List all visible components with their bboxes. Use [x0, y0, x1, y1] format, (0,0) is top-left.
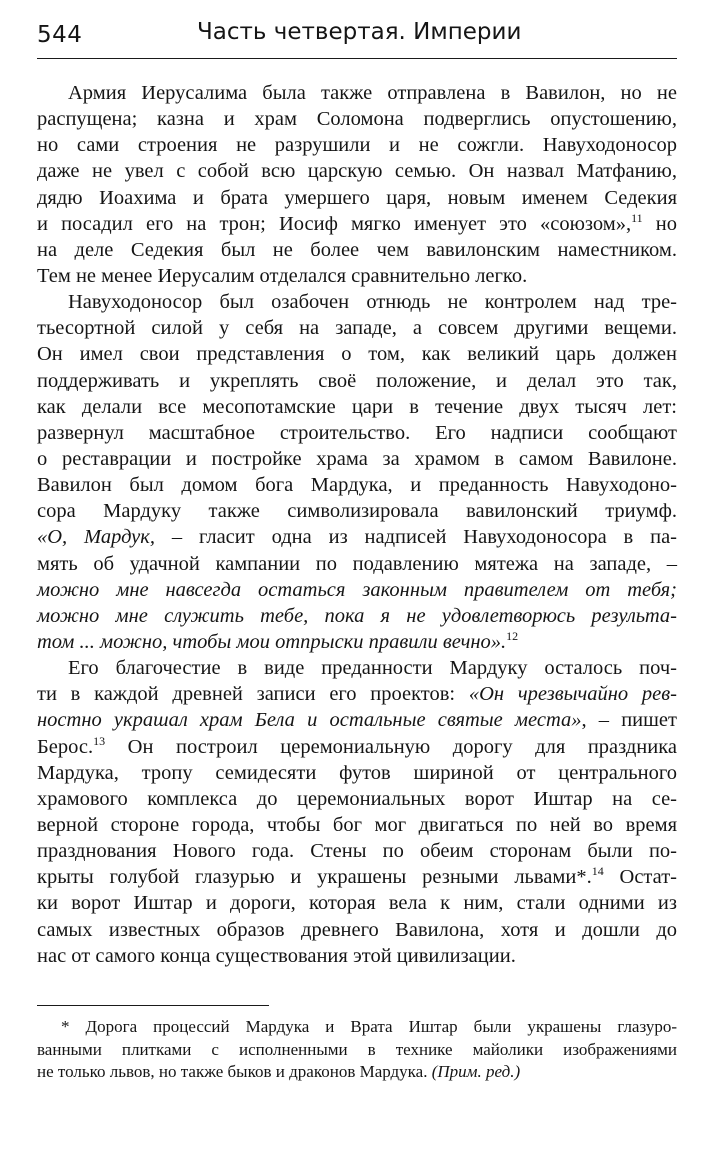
running-title: Часть четвертая. Империи	[197, 19, 522, 45]
paragraph	[37, 289, 677, 655]
text-run: Берос.	[37, 735, 94, 758]
text-line: о реставрации и постройке храма за храмом в самом Вавилоне.	[37, 447, 677, 470]
text-line: развернул масштабное строительство. Его надписи сообщают	[37, 421, 677, 444]
quote-text: ностно украшал храм Бела и остальные святые места»	[37, 709, 582, 732]
text-line: но сами строения не разрушили и не сожгли. Навуходоносор	[37, 134, 677, 157]
text-line: Вавилон был домом бога Мардука, и преданность Навуходоно-	[37, 474, 677, 497]
footnote-ref: 11	[631, 210, 643, 225]
text-line: Его благочестие в виде преданности Мардуку осталось поч-	[68, 657, 677, 680]
text-run: – гласит одна из надписей Навуходоносора в па-	[154, 526, 677, 549]
footnote-line: * Дорога процессий Мардука и Врата Иштар были украшены глазуро-	[61, 1017, 677, 1036]
body-text	[37, 80, 677, 969]
quote-text: том ... можно, чтобы мои отпрыски правили вечно».	[37, 630, 507, 653]
text-run: Он построил церемониальную дорогу для праздника	[105, 735, 677, 758]
footnote-line: ванными плитками с исполненными в технике майолики изображениями	[37, 1039, 677, 1059]
page-header	[37, 12, 677, 59]
text-line	[37, 211, 677, 237]
text-line: на деле Седекия был не более чем вавилонским наместником.	[37, 238, 677, 261]
text-line: самых известных образов древнего Вавилона, хотя и дошли до	[37, 918, 677, 941]
text-run: и посадил его на трон; Иосиф мягко именует это «союзом»,	[37, 212, 632, 235]
quote-line: можно мне навсегда остаться законным правителем от тебя;	[37, 578, 677, 601]
text-run: но	[655, 212, 677, 235]
text-line: Он имел свои представления о том, как великий царь должен	[37, 343, 677, 366]
footnote-divider	[37, 1005, 269, 1006]
footnote-ref: 12	[506, 629, 519, 644]
text-line: верной стороне города, чтобы бог мог двигаться по ней во время	[37, 813, 677, 836]
text-line: дядю Иоахима и брата умершего царя, новым именем Седекия	[37, 186, 677, 209]
quote-line: можно мне служить тебе, пока я не удовлетворюсь результа-	[37, 604, 677, 627]
text-run: ти в каждой древней записи его проектов:	[37, 683, 469, 706]
text-line: Навуходоносор был озабочен отнюдь не контролем над тре-	[68, 291, 677, 314]
paragraph	[37, 655, 677, 969]
text-line: сора Мардуку также символизировала вавилонский триумф.	[37, 500, 677, 523]
footnote-ref: 13	[93, 733, 106, 748]
text-line: Тем не менее Иерусалим отделался сравнительно легко.	[37, 264, 528, 287]
text-line	[37, 707, 677, 733]
text-line: мять об удачной кампании по подавлению мятежа на западе, –	[37, 552, 677, 575]
footnote	[37, 1016, 677, 1084]
text-line	[37, 734, 677, 760]
text-line: Армия Иерусалима была также отправлена в Вавилон, но не	[68, 82, 677, 104]
quote-text: «Он чрезвычайно рев-	[468, 683, 677, 706]
text-line: празднования Нового года. Стены по обеим сторонам были по-	[37, 840, 677, 863]
text-line	[37, 681, 677, 707]
text-run: не только львов, но также быков и драконов Мардука.	[37, 1062, 432, 1081]
footnote-ref: 14	[591, 864, 604, 879]
text-line: тьесортной силой у себя на западе, а совсем другими вещеми.	[37, 317, 677, 340]
text-line: Мардука, тропу семидесяти футов шириной от центрального	[37, 761, 677, 784]
text-line: распущена; казна и храм Соломона подверглись опустошению,	[37, 108, 677, 131]
text-line	[37, 524, 677, 550]
text-run: Остат-	[603, 866, 677, 889]
text-line: как делали все месопотамские цари в течение двух тысяч лет:	[37, 395, 677, 418]
text-run: , – пишет	[581, 709, 677, 732]
text-line: даже не увел с собой всю царскую семью. Он назвал Матфанию,	[37, 160, 677, 183]
paragraph	[37, 80, 677, 289]
editor-note: (Прим. ред.)	[431, 1062, 521, 1081]
text-line	[37, 629, 677, 655]
footnote-line	[37, 1061, 677, 1084]
quote-text: «О, Мардук,	[37, 526, 155, 549]
text-line	[37, 864, 677, 890]
text-line: храмового комплекса до церемониальных ворот Иштар на се-	[37, 787, 677, 810]
text-line: ки ворот Иштар и дороги, которая вела к ним, стали одними из	[37, 892, 677, 915]
page-number: 544	[37, 22, 83, 48]
text-line: нас от самого конца существования этой цивилизации.	[37, 944, 516, 967]
text-line: поддерживать и укреплять своё положение, и делал это так,	[37, 369, 677, 392]
text-run: крыты голубой глазурью и украшены резными львами*.	[37, 866, 592, 889]
